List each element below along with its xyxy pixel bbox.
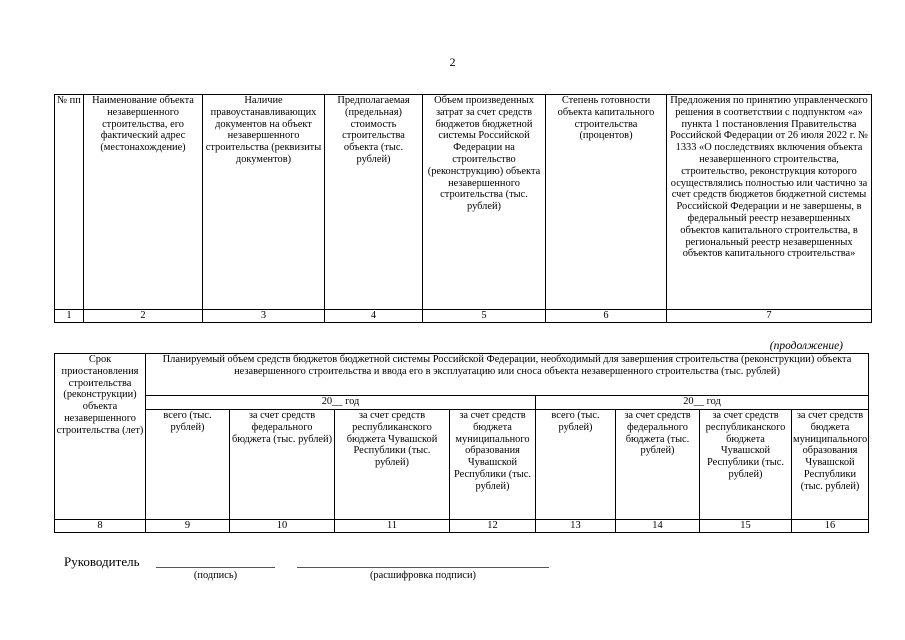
table2-subheader-row (55, 410, 869, 520)
table1-number-row (55, 310, 872, 323)
table1-header-cell: Степень готовности объекта капитального строительства (процентов) (546, 95, 667, 310)
table1-header-cell: Предложения по принятию управленческого решения в соответствии с подпунктом «а» пункта 1 постановления Правительства Российской Федерации от 26 июля 2022 г. № 1333 «О последствиях включения объекта незавершенного строительства, строительство, реконструкция которого осуществлялись полностью или частично за счет средств бюджетов бюджетной системы Российской Федерации и не завершены, в федеральный реестр незавершенных объектов капитального строительства, в региональный реестр незавершенных объектов капитального строительства» (667, 95, 872, 310)
table1-column-number: 6 (546, 310, 667, 323)
table1-column-number: 7 (667, 310, 872, 323)
table2-column-number: 14 (616, 520, 700, 533)
table2-column-number: 16 (792, 520, 869, 533)
table1-header-cell: Объем произведенных затрат за счет средств бюджетов бюджетной системы Российской Федерации на строительство (реконструкцию) объекта незавершенного строительства (тыс. рублей) (423, 95, 546, 310)
table2-header-row (55, 354, 869, 396)
signature-decoding-line (297, 567, 549, 568)
page-number: 2 (449, 55, 456, 69)
table2-number-row (55, 520, 869, 533)
table2-subheader-cell: всего (тыс. рублей) (536, 410, 616, 520)
table2-main-header: Планируемый объем средств бюджетов бюджетной системы Российской Федерации, необходимый для завершения строительства (реконструкции) объекта незавершенного строительства и ввода его в эксплуатацию или сноса объекта незавершенного строительства (тыс. рублей) (146, 354, 869, 396)
table2-column-number: 9 (146, 520, 230, 533)
table1-column-number: 1 (55, 310, 84, 323)
table2-year-header: 20__ год (146, 396, 536, 410)
signature-caption: (подпись) (193, 570, 238, 581)
table2-col8-header: Срок приостановления строительства (реконструкции) объекта незавершенного строительства (лет) (55, 354, 146, 520)
table2-column-number: 10 (230, 520, 335, 533)
table2-subheader-cell: всего (тыс. рублей) (146, 410, 230, 520)
table1-column-number: 4 (325, 310, 423, 323)
table1-header-cell: Наличие правоустанавливающих документов на объект незавершенного строительства (реквизиты документов) (203, 95, 325, 310)
table2-year-row (55, 396, 869, 410)
table2-subheader-cell: за счет средств республиканского бюджета Чувашской Республики (тыс. рублей) (700, 410, 792, 520)
table2-subheader-cell: за счет средств бюджета муниципального образования Чувашской Республики (тыс. рублей) (450, 410, 536, 520)
table-objects (54, 94, 872, 323)
table2-subheader-cell: за счет средств республиканского бюджета Чувашской Республики (тыс. рублей) (335, 410, 450, 520)
table2-column-number: 13 (536, 520, 616, 533)
table1-column-number: 2 (84, 310, 203, 323)
table1-column-number: 5 (423, 310, 546, 323)
table1-column-number: 3 (203, 310, 325, 323)
table2-column-number: 11 (335, 520, 450, 533)
table1-header-cell: Наименование объекта незавершенного строительства, его фактический адрес (местонахождение) (84, 95, 203, 310)
signature-line (156, 567, 275, 568)
table1-header-cell: Предполагаемая (предельная) стоимость строительства объекта (тыс. рублей) (325, 95, 423, 310)
table1-header-cell: № пп (55, 95, 84, 310)
signature-decoding-caption: (расшифровка подписи) (369, 570, 477, 581)
table2-subheader-cell: за счет средств федерального бюджета (тыс. рублей) (616, 410, 700, 520)
table-funding (54, 353, 869, 533)
table2-column-number: 15 (700, 520, 792, 533)
table1-header-row (55, 95, 872, 310)
signature-title: Руководитель (64, 554, 140, 569)
continuation-label: (продолжение) (769, 340, 843, 352)
table2-year-header: 20__ год (536, 396, 869, 410)
table2-subheader-cell: за счет средств федерального бюджета (тыс. рублей) (230, 410, 335, 520)
table2-column-number: 8 (55, 520, 146, 533)
table2-column-number: 12 (450, 520, 536, 533)
table2-subheader-cell: за счет средств бюджета муниципального образования Чувашской Республики (тыс. рублей) (792, 410, 869, 520)
